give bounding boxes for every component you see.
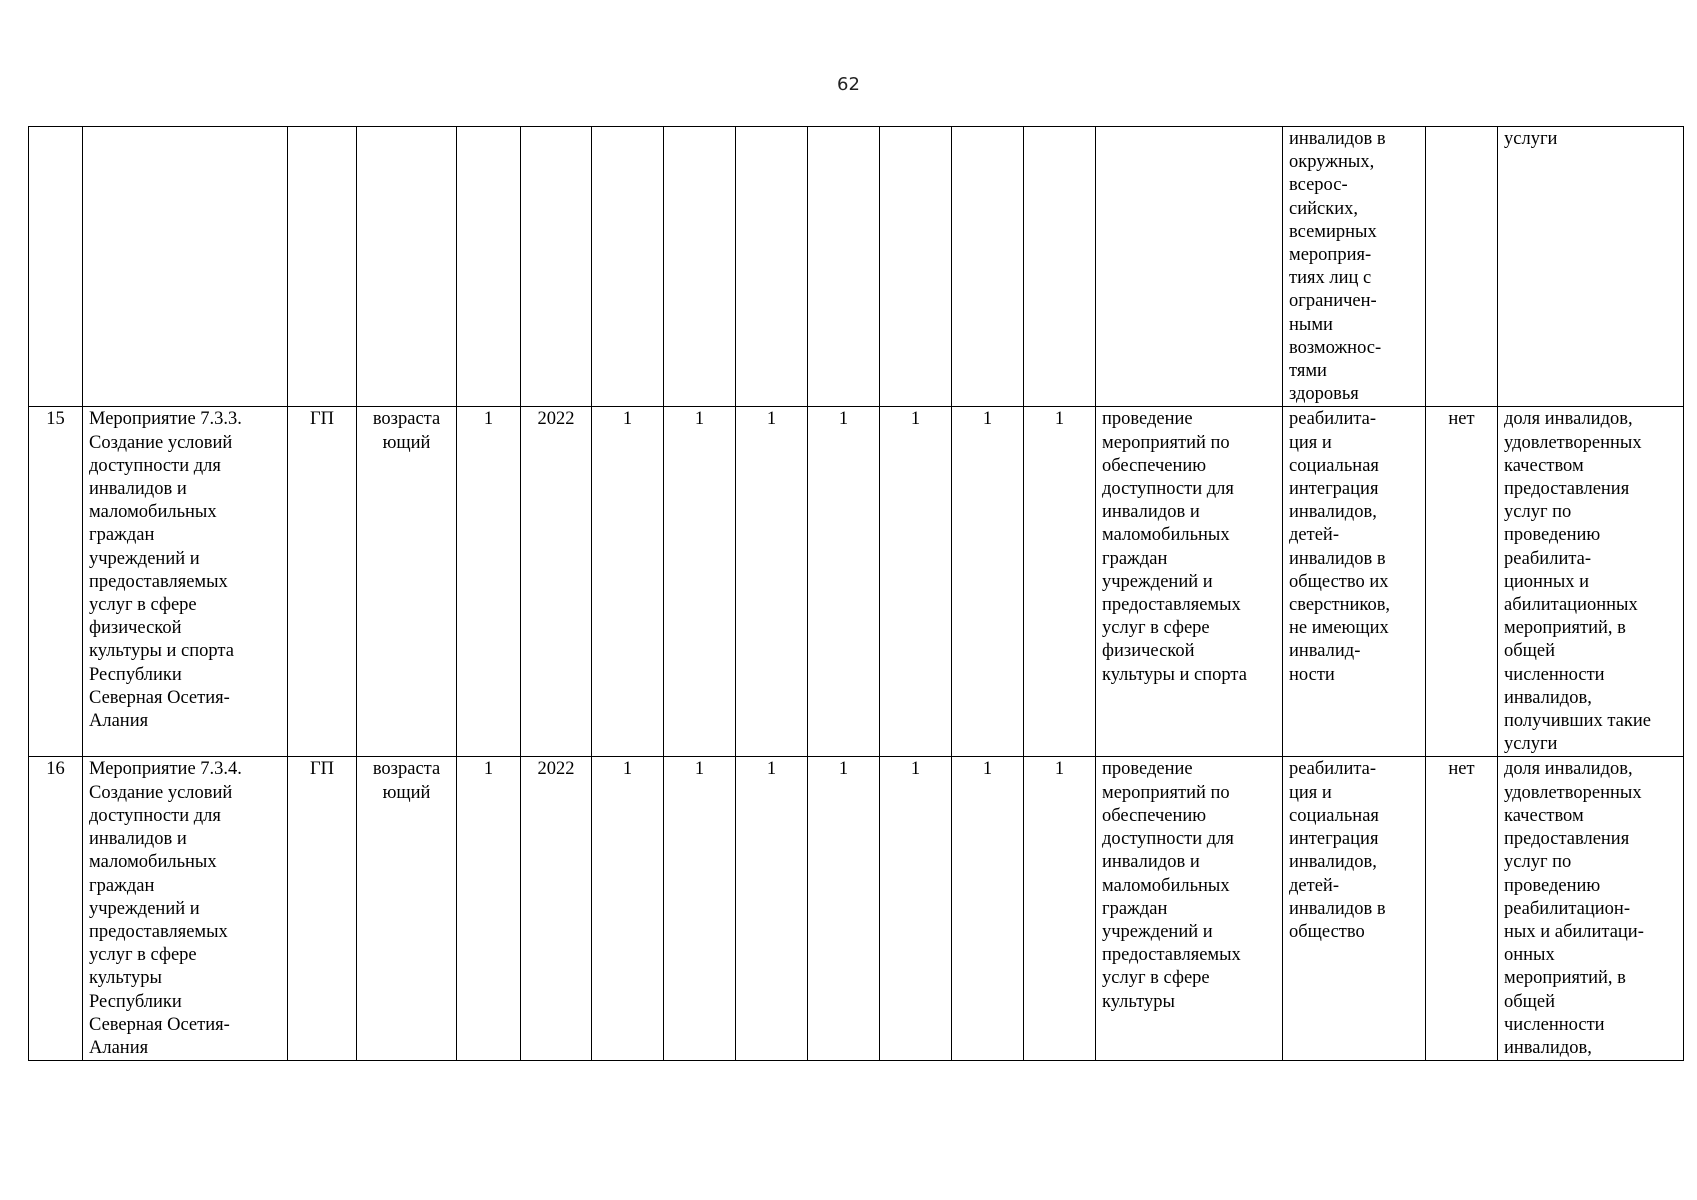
cell-type <box>288 127 357 407</box>
cell-value: 1 <box>808 407 880 757</box>
cell-type: ГП <box>288 407 357 757</box>
cell-value: 1 <box>664 407 736 757</box>
cell-flag <box>1426 127 1498 407</box>
cell-value <box>1024 127 1096 407</box>
cell-measure: Мероприятие 7.3.4. Создание условий доступности для инвалидов и маломобильных граждан учреждений и предоставляемых услуг в сфере культуры Республики Северная Осетия- Алания <box>83 757 288 1061</box>
measures-table <box>28 126 1684 1061</box>
cell-number <box>29 127 83 407</box>
cell-value: 1 <box>1024 757 1096 1061</box>
cell-value: 1 <box>664 757 736 1061</box>
cell-measure: Мероприятие 7.3.3. Создание условий доступности для инвалидов и маломобильных граждан учреждений и предоставляемых услуг в сфере физической культуры и спорта Республики Северная Осетия- Алания <box>83 407 288 757</box>
cell-flag: нет <box>1426 757 1498 1061</box>
page-number: 62 <box>837 74 860 95</box>
cell-activity: проведение мероприятий по обеспечению доступности для инвалидов и маломобильных граждан учреждений и предоставляемых услуг в сфере культуры <box>1096 757 1283 1061</box>
cell-value: 1 <box>1024 407 1096 757</box>
cell-dynamics: возраста ющий <box>357 757 457 1061</box>
cell-year <box>521 127 592 407</box>
cell-value: 1 <box>880 407 952 757</box>
cell-year: 2022 <box>521 757 592 1061</box>
table-row <box>29 407 1684 757</box>
cell-activity: проведение мероприятий по обеспечению доступности для инвалидов и маломобильных граждан учреждений и предоставляемых услуг в сфере физической культуры и спорта <box>1096 407 1283 757</box>
cell-number: 15 <box>29 407 83 757</box>
cell-value: 1 <box>952 757 1024 1061</box>
cell-result: реабилита- ция и социальная интеграция инвалидов, детей- инвалидов в общество <box>1283 757 1426 1061</box>
cell-flag: нет <box>1426 407 1498 757</box>
cell-unit: 1 <box>457 407 521 757</box>
cell-result: реабилита- ция и социальная интеграция инвалидов, детей- инвалидов в общество их сверстников, не имеющих инвалид- ности <box>1283 407 1426 757</box>
cell-dynamics <box>357 127 457 407</box>
cell-value: 1 <box>808 757 880 1061</box>
cell-value: 1 <box>736 407 808 757</box>
cell-type: ГП <box>288 757 357 1061</box>
cell-value: 1 <box>880 757 952 1061</box>
table-row <box>29 757 1684 1061</box>
cell-value <box>736 127 808 407</box>
cell-value <box>808 127 880 407</box>
cell-number: 16 <box>29 757 83 1061</box>
cell-indicator: доля инвалидов, удовлетворенных качеством предоставления услуг по проведению реабилита- ционных и абилитационных мероприятий, в общей численности инвалидов, получивших такие услуги <box>1498 407 1684 757</box>
cell-unit: 1 <box>457 757 521 1061</box>
cell-value <box>592 127 664 407</box>
cell-value: 1 <box>592 757 664 1061</box>
cell-result: инвалидов в окружных, всерос- сийских, всемирных мероприя- тиях лиц с ограничен- ными возможнос- тями здоровья <box>1283 127 1426 407</box>
cell-unit <box>457 127 521 407</box>
cell-value <box>952 127 1024 407</box>
cell-indicator: услуги <box>1498 127 1684 407</box>
cell-indicator: доля инвалидов, удовлетворенных качеством предоставления услуг по проведению реабилитацион- ных и абилитаци- онных мероприятий, в общей численности инвалидов, <box>1498 757 1684 1061</box>
cell-value: 1 <box>592 407 664 757</box>
cell-value: 1 <box>736 757 808 1061</box>
table-row <box>29 127 1684 407</box>
cell-measure <box>83 127 288 407</box>
cell-value: 1 <box>952 407 1024 757</box>
cell-activity <box>1096 127 1283 407</box>
cell-year: 2022 <box>521 407 592 757</box>
cell-dynamics: возраста ющий <box>357 407 457 757</box>
cell-value <box>664 127 736 407</box>
cell-value <box>880 127 952 407</box>
